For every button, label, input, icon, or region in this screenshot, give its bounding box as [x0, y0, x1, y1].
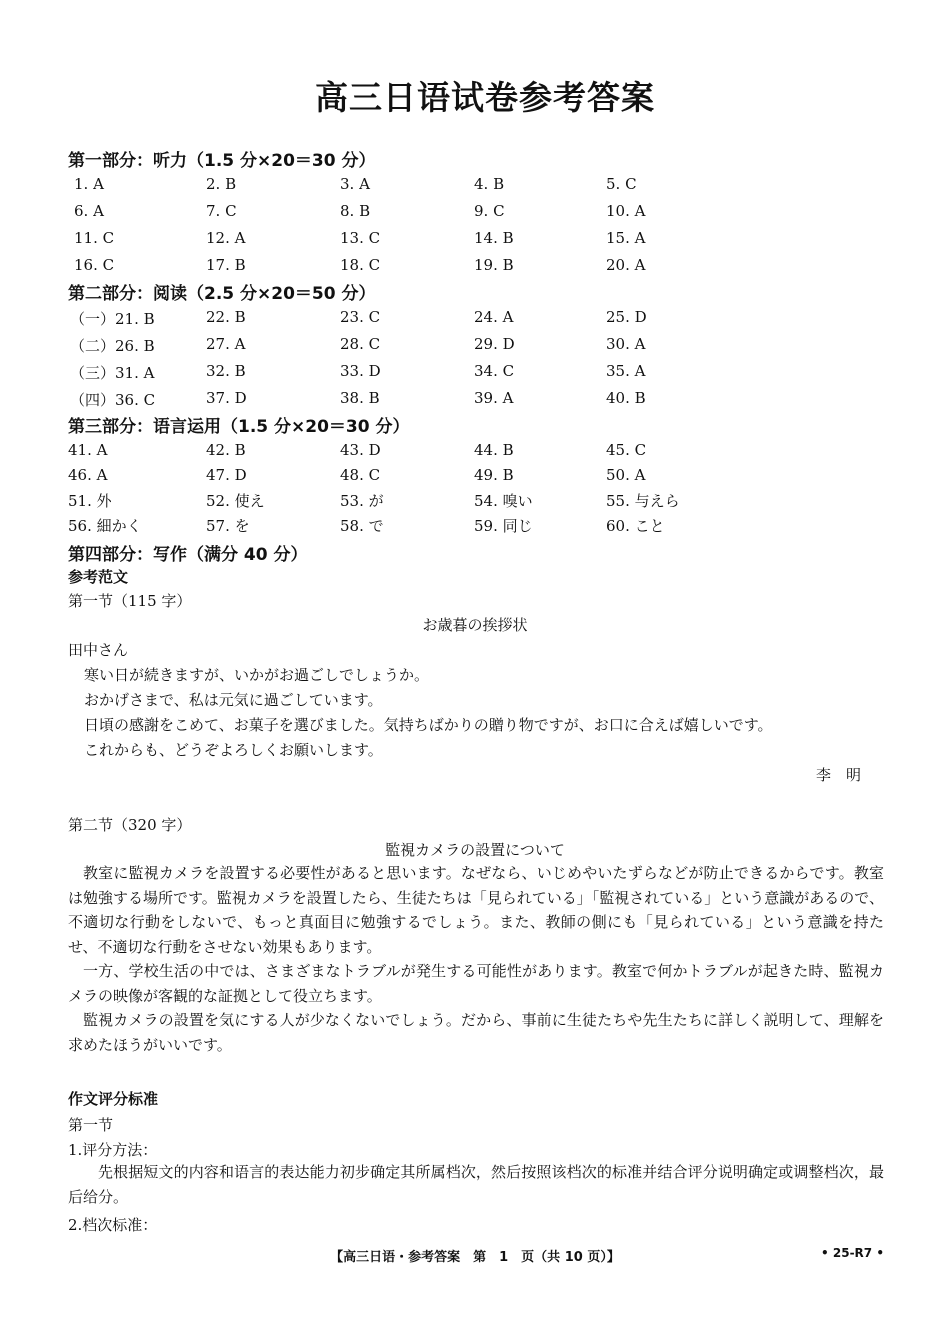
answer-cell: 37. D	[206, 389, 247, 407]
page-title: 高三日语试卷参考答案	[315, 78, 655, 117]
answer-cell: 29. D	[474, 335, 515, 353]
answer-cell: 58. で	[340, 517, 384, 535]
answer-cell: 38. B	[340, 389, 380, 407]
answer-cell: 40. B	[606, 389, 646, 407]
answer-cell: 8. B	[340, 202, 371, 220]
s1-heading: 第一节（115 字）	[68, 592, 192, 610]
answer-cell: （三）31. A	[70, 364, 155, 382]
answer-cell: 25. D	[606, 308, 647, 326]
answer-cell: （一）21. B	[70, 310, 155, 328]
answer-cell: 39. A	[474, 389, 514, 407]
answer-cell: 13. C	[340, 229, 381, 247]
answer-cell: （四）36. C	[70, 391, 156, 409]
answer-cell: 34. C	[474, 362, 515, 380]
answer-cell: 15. A	[606, 229, 646, 247]
s1-line: おかげさまで、私は元気に過ごしています。	[84, 691, 383, 709]
answer-cell: 10. A	[606, 202, 646, 220]
answer-cell: 18. C	[340, 256, 381, 274]
part3-heading: 第三部分：语言运用（1.5 分×20＝30 分）	[68, 417, 410, 437]
part4-heading: 第四部分：写作（满分 40 分）	[68, 545, 308, 565]
answer-cell: 53. が	[340, 492, 384, 510]
s1-addressee: 田中さん	[68, 641, 129, 659]
answer-cell: 51. 外	[68, 492, 112, 510]
s2-paragraph: 一方、学校生活の中では、さまざまなトラブルが発生する可能性があります。教室で何かトラブルが起きた時、監視カメラの映像が客観的な証拠として役立ちます。	[68, 962, 884, 1005]
answer-cell: 41. A	[68, 441, 108, 459]
answer-cell: 4. B	[474, 175, 505, 193]
sample-label: 参考范文	[68, 568, 129, 586]
answer-cell: （二）26. B	[70, 337, 155, 355]
answer-cell: 22. B	[206, 308, 246, 326]
s2-paragraph: 教室に監視カメラを設置する必要性があると思います。なぜなら、いじめやいたずらなどが防止できるからです。教室は勉強する場所です。監視カメラを設置したら、生徒たちは「見られている」「監視されている」という意識があるので、不適切な行動をしないで、もっと真面目に勉強するでしょう。また、教師の側にも「見られている」という意識を持たせ、不適切な行動をさせない効果もあります。	[68, 864, 885, 956]
answer-cell: 20. A	[606, 256, 646, 274]
answer-cell: 14. B	[474, 229, 514, 247]
answer-cell: 50. A	[606, 466, 646, 484]
s1-signature: 李 明	[816, 766, 862, 784]
s2-title: 監視カメラの設置について	[385, 841, 565, 859]
answer-cell: 28. C	[340, 335, 381, 353]
s2-paragraph: 監視カメラの設置を気にする人が少なくないでしょう。だから、事前に生徒たちや先生たちに詳しく説明して、理解を求めたほうがいいです。	[68, 1011, 884, 1054]
answer-cell: 24. A	[474, 308, 514, 326]
answer-cell: 3. A	[340, 175, 370, 193]
answer-cell: 47. D	[206, 466, 247, 484]
grading-section: 第一节	[68, 1116, 114, 1134]
answer-cell: 43. D	[340, 441, 381, 459]
answer-cell: 32. B	[206, 362, 246, 380]
answer-cell: 57. を	[206, 517, 250, 535]
footer-code: • 25-R7 •	[821, 1246, 884, 1260]
answer-cell: 59. 同じ	[474, 517, 533, 535]
answer-cell: 11. C	[74, 229, 115, 247]
grading-heading: 作文评分标准	[68, 1090, 159, 1108]
grading-method-text: 先根据短文的内容和语言的表达能力初步确定其所属档次，然后按照该档次的标准并结合评分说明确定或调整档次，最后给分。	[68, 1163, 884, 1206]
answer-cell: 16. C	[74, 256, 115, 274]
answer-cell: 49. B	[474, 466, 514, 484]
grading-method-label: 1.评分方法：	[68, 1141, 158, 1159]
answer-cell: 27. A	[206, 335, 246, 353]
s1-line: 寒い日が続きますが、いかがお過ごしでしょうか。	[84, 666, 430, 684]
answer-cell: 33. D	[340, 362, 381, 380]
answer-cell: 30. A	[606, 335, 646, 353]
answer-cell: 9. C	[474, 202, 505, 220]
part1-heading: 第一部分：听力（1.5 分×20＝30 分）	[68, 151, 376, 171]
answer-cell: 17. B	[206, 256, 246, 274]
answer-cell: 54. 嗅い	[474, 492, 533, 510]
answer-cell: 1. A	[74, 175, 104, 193]
s1-line: 日頃の感謝をこめて、お菓子を選びました。気持ちばかりの贈り物ですが、お口に合えば嬉しいです。	[84, 716, 773, 734]
s2-heading: 第二节（320 字）	[68, 816, 192, 834]
answer-cell: 12. A	[206, 229, 246, 247]
s1-line: これからも、どうぞよろしくお願いします。	[84, 741, 383, 759]
answer-cell: 48. C	[340, 466, 381, 484]
answer-cell: 19. B	[474, 256, 514, 274]
answer-cell: 6. A	[74, 202, 104, 220]
answer-cell: 56. 細かく	[68, 517, 142, 535]
answer-cell: 7. C	[206, 202, 237, 220]
answer-cell: 60. こと	[606, 517, 665, 535]
s1-title: お歳暮の挨拶状	[422, 616, 528, 634]
answer-cell: 55. 与えら	[606, 492, 680, 510]
answer-cell: 35. A	[606, 362, 646, 380]
grading-level-label: 2.档次标准：	[68, 1216, 158, 1234]
answer-cell: 46. A	[68, 466, 108, 484]
answer-cell: 23. C	[340, 308, 381, 326]
answer-cell: 52. 使え	[206, 492, 265, 510]
answer-cell: 45. C	[606, 441, 647, 459]
answer-cell: 5. C	[606, 175, 637, 193]
answer-cell: 2. B	[206, 175, 237, 193]
answer-cell: 42. B	[206, 441, 246, 459]
answer-cell: 44. B	[474, 441, 514, 459]
part2-heading: 第二部分：阅读（2.5 分×20＝50 分）	[68, 284, 376, 304]
page-footer: 【高三日语・参考答案 第 1 页（共 10 页）】	[330, 1250, 620, 1265]
